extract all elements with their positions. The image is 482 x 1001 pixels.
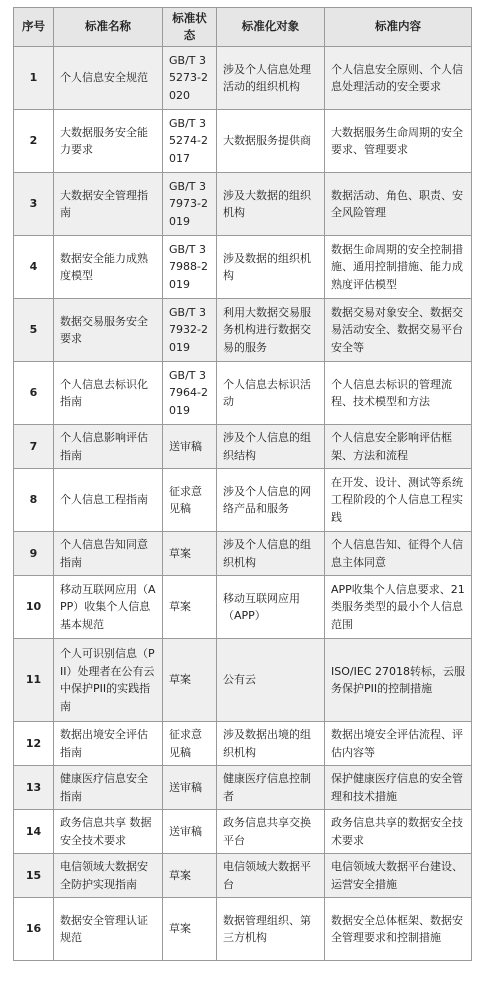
table-row	[14, 110, 472, 173]
cell-standard-name: 健康医疗信息安全指南	[54, 766, 163, 810]
cell-standard-name: 个人信息告知同意指南	[54, 532, 163, 576]
cell-standard-name: 个人信息去标识化指南	[54, 362, 163, 425]
cell-standardization-target: 数据管理组织、第三方机构	[217, 898, 325, 961]
cell-standard-status: 征求意见稿	[163, 722, 217, 766]
cell-standard-content: 在开发、设计、测试等系统工程阶段的个人信息工程实践	[325, 469, 472, 532]
cell-number: 14	[14, 810, 54, 854]
cell-number: 15	[14, 854, 54, 898]
cell-number: 1	[14, 47, 54, 110]
header-standard-content: 标准内容	[325, 8, 472, 47]
table-row	[14, 299, 472, 362]
header-standardization-target: 标准化对象	[217, 8, 325, 47]
cell-number: 5	[14, 299, 54, 362]
table-row	[14, 425, 472, 469]
table-row	[14, 173, 472, 236]
cell-standard-name: 数据安全管理认证规范	[54, 898, 163, 961]
cell-standard-name: 大数据服务安全能力要求	[54, 110, 163, 173]
cell-standard-content: 个人信息告知、征得个人信息主体同意	[325, 532, 472, 576]
cell-standardization-target: 涉及个人信息的组织机构	[217, 532, 325, 576]
cell-standard-content: 数据生命周期的安全控制措施、通用控制措施、能力成熟度评估模型	[325, 236, 472, 299]
cell-standard-name: 电信领域大数据安全防护实现指南	[54, 854, 163, 898]
cell-standard-content: APP收集个人信息要求、21类服务类型的最小个人信息范围	[325, 576, 472, 639]
table-header-row	[14, 8, 472, 47]
cell-standard-status: GB/T 37932-2019	[163, 299, 217, 362]
table-row	[14, 532, 472, 576]
cell-standard-status: 草案	[163, 854, 217, 898]
cell-number: 4	[14, 236, 54, 299]
cell-standardization-target: 公有云	[217, 639, 325, 722]
table-row	[14, 898, 472, 961]
cell-standardization-target: 涉及大数据的组织机构	[217, 173, 325, 236]
table-row	[14, 722, 472, 766]
table-row	[14, 854, 472, 898]
cell-standardization-target: 涉及个人信息处理活动的组织机构	[217, 47, 325, 110]
cell-standard-content: 数据安全总体框架、数据安全管理要求和控制措施	[325, 898, 472, 961]
cell-number: 7	[14, 425, 54, 469]
cell-standardization-target: 涉及数据的组织机构	[217, 236, 325, 299]
cell-standard-status: 草案	[163, 532, 217, 576]
standards-table-container	[13, 7, 471, 961]
cell-standardization-target: 政务信息共享交换平台	[217, 810, 325, 854]
cell-standard-name: 数据安全能力成熟度模型	[54, 236, 163, 299]
cell-standard-status: 草案	[163, 898, 217, 961]
cell-standard-status: 草案	[163, 639, 217, 722]
table-row	[14, 47, 472, 110]
cell-standard-content: 个人信息安全影响评估框架、方法和流程	[325, 425, 472, 469]
cell-number: 2	[14, 110, 54, 173]
table-row	[14, 810, 472, 854]
cell-standard-status: GB/T 35273-2020	[163, 47, 217, 110]
cell-number: 3	[14, 173, 54, 236]
cell-standardization-target: 移动互联网应用（APP）	[217, 576, 325, 639]
cell-standard-content: 个人信息安全原则、个人信息处理活动的安全要求	[325, 47, 472, 110]
table-row	[14, 362, 472, 425]
cell-standard-content: 政务信息共享的数据安全技术要求	[325, 810, 472, 854]
cell-standard-status: GB/T 35274-2017	[163, 110, 217, 173]
cell-standard-status: 送审稿	[163, 425, 217, 469]
header-number: 序号	[14, 8, 54, 47]
cell-standard-content: 个人信息去标识的管理流程、技术模型和方法	[325, 362, 472, 425]
cell-standard-status: GB/T 37988-2019	[163, 236, 217, 299]
cell-standard-name: 个人可识别信息（PII）处理者在公有云中保护PII的实践指南	[54, 639, 163, 722]
cell-standard-name: 个人信息工程指南	[54, 469, 163, 532]
header-standard-name: 标准名称	[54, 8, 163, 47]
cell-number: 12	[14, 722, 54, 766]
cell-standardization-target: 大数据服务提供商	[217, 110, 325, 173]
cell-standard-status: 送审稿	[163, 810, 217, 854]
cell-standard-content: 数据活动、角色、职责、安全风险管理	[325, 173, 472, 236]
cell-standard-name: 数据交易服务安全要求	[54, 299, 163, 362]
table-row	[14, 639, 472, 722]
cell-standardization-target: 电信领域大数据平台	[217, 854, 325, 898]
cell-number: 6	[14, 362, 54, 425]
cell-standard-name: 政务信息共享 数据安全技术要求	[54, 810, 163, 854]
table-row	[14, 766, 472, 810]
cell-standard-content: 电信领域大数据平台建设、运营安全措施	[325, 854, 472, 898]
table-row	[14, 236, 472, 299]
cell-standard-name: 个人信息安全规范	[54, 47, 163, 110]
cell-standard-content: ISO/IEC 27018转标，云服务保护PII的控制措施	[325, 639, 472, 722]
cell-standard-status: GB/T 37973-2019	[163, 173, 217, 236]
cell-standardization-target: 利用大数据交易服务机构进行数据交易的服务	[217, 299, 325, 362]
header-standard-status: 标准状态	[163, 8, 217, 47]
cell-standardization-target: 健康医疗信息控制者	[217, 766, 325, 810]
cell-standard-status: 草案	[163, 576, 217, 639]
cell-number: 8	[14, 469, 54, 532]
cell-standard-status: 送审稿	[163, 766, 217, 810]
cell-number: 13	[14, 766, 54, 810]
cell-standardization-target: 涉及个人信息的组织结构	[217, 425, 325, 469]
cell-standardization-target: 涉及数据出境的组织机构	[217, 722, 325, 766]
cell-standard-content: 数据交易对象安全、数据交易活动安全、数据交易平台安全等	[325, 299, 472, 362]
cell-standard-name: 大数据安全管理指南	[54, 173, 163, 236]
cell-number: 11	[14, 639, 54, 722]
cell-number: 16	[14, 898, 54, 961]
cell-number: 9	[14, 532, 54, 576]
table-row	[14, 576, 472, 639]
cell-standardization-target: 个人信息去标识活动	[217, 362, 325, 425]
cell-standard-content: 大数据服务生命周期的安全要求、管理要求	[325, 110, 472, 173]
cell-standard-name: 数据出境安全评估指南	[54, 722, 163, 766]
cell-standard-content: 保护健康医疗信息的安全管理和技术措施	[325, 766, 472, 810]
standards-table	[13, 7, 472, 961]
cell-standardization-target: 涉及个人信息的网络产品和服务	[217, 469, 325, 532]
cell-standard-name: 个人信息影响评估指南	[54, 425, 163, 469]
cell-standard-content: 数据出境安全评估流程、评估内容等	[325, 722, 472, 766]
table-row	[14, 469, 472, 532]
cell-number: 10	[14, 576, 54, 639]
cell-standard-status: GB/T 37964-2019	[163, 362, 217, 425]
cell-standard-name: 移动互联网应用（APP）收集个人信息基本规范	[54, 576, 163, 639]
cell-standard-status: 征求意见稿	[163, 469, 217, 532]
